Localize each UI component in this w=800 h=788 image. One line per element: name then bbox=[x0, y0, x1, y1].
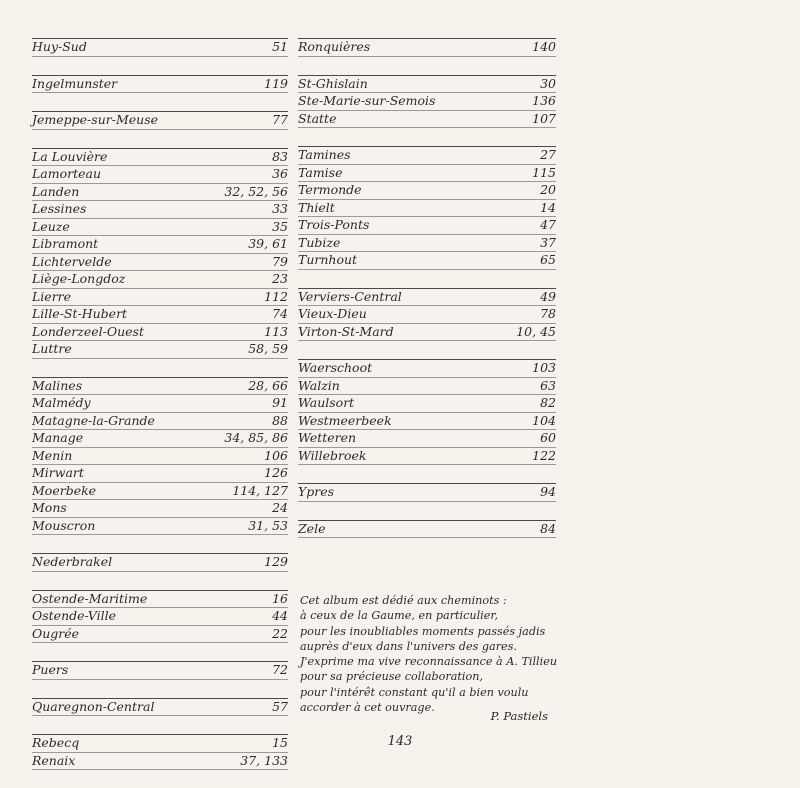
station-name: Londerzeel-Ouest bbox=[32, 323, 144, 339]
station-name: Lichtervelde bbox=[32, 253, 112, 269]
station-name: Wetteren bbox=[298, 430, 357, 445]
page-references: 35 bbox=[272, 218, 288, 234]
station-name: St-Ghislain bbox=[298, 75, 368, 91]
page-references: 83 bbox=[272, 148, 288, 164]
page-references: 39, 61 bbox=[248, 236, 288, 251]
station-name: Leuze bbox=[32, 218, 70, 234]
station-name: Turnhout bbox=[298, 252, 358, 267]
page-references: 44 bbox=[272, 608, 288, 623]
page-references: 122 bbox=[532, 447, 556, 463]
index-entry bbox=[298, 93, 556, 111]
station-name: Trois-Ponts bbox=[298, 217, 370, 232]
station-name: Rebecq bbox=[32, 735, 80, 750]
page-references: 24 bbox=[272, 500, 288, 515]
index-entry bbox=[298, 306, 556, 324]
index-entry bbox=[32, 483, 288, 501]
page-references: 20 bbox=[540, 182, 556, 197]
station-name: Walzin bbox=[298, 377, 340, 393]
index-letter-group bbox=[32, 590, 288, 644]
station-name: Tamines bbox=[298, 147, 351, 162]
index-letter-group bbox=[32, 111, 288, 130]
index-entry bbox=[298, 289, 556, 307]
index-entry bbox=[298, 360, 556, 378]
index-entry bbox=[32, 112, 288, 130]
page-references: 14 bbox=[540, 199, 556, 215]
page-references: 107 bbox=[532, 110, 556, 126]
index-letter-group bbox=[298, 288, 556, 342]
page-number: 143 bbox=[387, 734, 413, 749]
page-references: 77 bbox=[272, 112, 288, 127]
index-entry bbox=[298, 200, 556, 218]
index-letter-group bbox=[298, 146, 556, 270]
index-entry bbox=[32, 591, 288, 609]
index-entry bbox=[32, 662, 288, 680]
dedication-line: auprès d'eux dans l'univers des gares. bbox=[300, 639, 517, 653]
index-entry bbox=[298, 430, 556, 448]
dedication-line: Cet album est dédié aux cheminots : bbox=[300, 594, 507, 607]
page-references: 94 bbox=[540, 484, 556, 499]
page-references: 27 bbox=[540, 147, 556, 162]
page-references: 60 bbox=[540, 430, 556, 445]
index-entry bbox=[298, 252, 556, 270]
dedication-line: pour l'intérêt constant qu'il a bien voulu bbox=[300, 685, 529, 699]
index-entry bbox=[32, 201, 288, 219]
index-entry bbox=[32, 753, 288, 771]
page-references: 22 bbox=[272, 625, 288, 641]
dedication-line: J'exprime ma vive reconnaissance à A. Tillieu bbox=[300, 655, 558, 669]
page-references: 136 bbox=[532, 93, 556, 108]
page-references: 65 bbox=[540, 252, 556, 267]
station-name: Waerschoot bbox=[298, 360, 373, 375]
index-letter-group bbox=[32, 698, 288, 717]
station-name: Lille-St-Hubert bbox=[32, 306, 128, 321]
index-entry bbox=[298, 111, 556, 129]
station-name: Lessines bbox=[32, 201, 87, 216]
index-letter-group bbox=[32, 553, 288, 572]
index-entry bbox=[32, 306, 288, 324]
station-name: Puers bbox=[32, 662, 69, 677]
station-name: Tubize bbox=[298, 234, 341, 250]
station-name: La Louvière bbox=[32, 148, 108, 164]
station-name: Willebroek bbox=[298, 447, 367, 463]
index-entry bbox=[32, 626, 288, 644]
page-references: 79 bbox=[272, 253, 288, 269]
index-entry bbox=[32, 271, 288, 289]
index-entry bbox=[32, 378, 288, 396]
station-name: Ste-Marie-sur-Semois bbox=[298, 93, 436, 108]
index-entry bbox=[32, 413, 288, 431]
dedication-line: pour les inoubliables moments passés jadis bbox=[300, 624, 546, 638]
station-name: Mons bbox=[32, 500, 67, 515]
index-entry bbox=[32, 184, 288, 202]
page-references: 115 bbox=[532, 164, 556, 180]
index-entry bbox=[32, 395, 288, 413]
station-name: Huy-Sud bbox=[32, 39, 87, 54]
dedication-line: pour sa précieuse collaboration, bbox=[300, 670, 484, 684]
station-name: Westmeerbeek bbox=[298, 412, 392, 428]
page-references: 49 bbox=[540, 288, 556, 304]
index-entry bbox=[298, 76, 556, 94]
index-letter-group bbox=[32, 38, 288, 57]
index-entry bbox=[298, 378, 556, 396]
index-entry bbox=[298, 484, 556, 502]
page-references: 78 bbox=[540, 306, 556, 321]
station-name: Mirwart bbox=[32, 465, 84, 480]
station-name: Virton-St-Mard bbox=[298, 323, 394, 339]
index-entry bbox=[298, 395, 556, 413]
index-entry bbox=[32, 465, 288, 483]
station-name: Termonde bbox=[298, 182, 362, 197]
station-name: Ingelmunster bbox=[32, 75, 118, 91]
station-name: Menin bbox=[32, 447, 73, 463]
station-name: Moerbeke bbox=[32, 482, 97, 498]
index-entry bbox=[298, 217, 556, 235]
index-entry bbox=[32, 219, 288, 237]
index-entry bbox=[32, 166, 288, 184]
page-references: 23 bbox=[272, 271, 288, 286]
index-letter-group bbox=[298, 483, 556, 502]
station-name: Liège-Longdoz bbox=[32, 271, 126, 286]
station-name: Matagne-la-Grande bbox=[32, 412, 155, 428]
page-references: 31, 53 bbox=[248, 517, 288, 533]
page-references: 129 bbox=[264, 554, 288, 569]
page-references: 34, 85, 86 bbox=[224, 430, 288, 445]
index-entry bbox=[298, 182, 556, 200]
index-entry bbox=[32, 341, 288, 359]
station-name: Tamise bbox=[298, 164, 343, 180]
station-name: Vieux-Dieu bbox=[298, 306, 367, 321]
station-name: Thielt bbox=[298, 199, 335, 215]
index-entry bbox=[298, 39, 556, 57]
index-entry bbox=[298, 324, 556, 342]
index-entry bbox=[32, 608, 288, 626]
page-references: 74 bbox=[272, 306, 288, 321]
index-entry bbox=[32, 699, 288, 717]
station-name: Quaregnon-Central bbox=[32, 698, 155, 714]
station-name: Ougrée bbox=[32, 625, 80, 641]
index-entry bbox=[298, 235, 556, 253]
station-name: Waulsort bbox=[298, 395, 355, 410]
index-letter-group bbox=[32, 377, 288, 536]
dedication-line: à ceux de la Gaume, en particulier, bbox=[300, 609, 499, 623]
page-references: 58, 59 bbox=[248, 341, 288, 356]
index-entry bbox=[298, 448, 556, 466]
page-references: 37, 133 bbox=[240, 752, 288, 768]
page-references: 63 bbox=[540, 377, 556, 393]
page-references: 88 bbox=[272, 412, 288, 428]
index-letter-group bbox=[298, 38, 556, 57]
page-references: 57 bbox=[272, 698, 288, 714]
page-references: 82 bbox=[540, 395, 556, 410]
page-references: 47 bbox=[540, 217, 556, 232]
index-left-column bbox=[32, 38, 288, 788]
page-references: 36 bbox=[272, 166, 288, 181]
dedication-text bbox=[300, 593, 558, 715]
station-name: Jemeppe-sur-Meuse bbox=[32, 112, 159, 127]
station-name: Landen bbox=[32, 183, 80, 199]
station-name: Luttre bbox=[32, 341, 72, 356]
page-references: 114, 127 bbox=[232, 482, 288, 498]
page-references: 112 bbox=[264, 288, 288, 304]
index-entry bbox=[32, 554, 288, 572]
station-name: Malines bbox=[32, 377, 83, 393]
page-references: 113 bbox=[264, 323, 288, 339]
page-references: 30 bbox=[540, 75, 556, 91]
page-references: 32, 52, 56 bbox=[224, 183, 288, 199]
index-entry bbox=[298, 413, 556, 431]
station-name: Renaix bbox=[32, 752, 76, 768]
index-letter-group bbox=[32, 75, 288, 94]
index-letter-group bbox=[32, 661, 288, 680]
page-references: 15 bbox=[272, 735, 288, 750]
page-references: 104 bbox=[532, 412, 556, 428]
dedication-line: accorder à cet ouvrage. bbox=[300, 701, 435, 715]
page-references: 16 bbox=[272, 590, 288, 606]
index-entry bbox=[298, 147, 556, 165]
station-name: Mouscron bbox=[32, 517, 96, 533]
index-entry bbox=[32, 324, 288, 342]
station-name: Nederbrakel bbox=[32, 554, 113, 569]
page-references: 106 bbox=[264, 447, 288, 463]
station-name: Lamorteau bbox=[32, 166, 102, 181]
index-letter-group bbox=[298, 75, 556, 129]
index-entry bbox=[32, 500, 288, 518]
signature: P. Pastiels bbox=[490, 709, 548, 723]
page-references: 126 bbox=[264, 465, 288, 480]
index-letter-group bbox=[32, 148, 288, 359]
page-references: 33 bbox=[272, 201, 288, 216]
station-name: Ostende-Ville bbox=[32, 608, 117, 623]
index-entry bbox=[298, 165, 556, 183]
index-entry bbox=[32, 149, 288, 167]
index-letter-group bbox=[298, 359, 556, 465]
station-name: Malmédy bbox=[32, 395, 91, 410]
station-name: Lierre bbox=[32, 288, 72, 304]
station-name: Verviers-Central bbox=[298, 288, 402, 304]
station-name: Ypres bbox=[298, 484, 335, 499]
page-references: 84 bbox=[540, 520, 556, 536]
index-letter-group bbox=[298, 520, 556, 539]
station-name: Ostende-Maritime bbox=[32, 590, 148, 606]
index-entry bbox=[32, 76, 288, 94]
station-name: Libramont bbox=[32, 236, 99, 251]
station-name: Zele bbox=[298, 520, 326, 536]
station-name: Ronquières bbox=[298, 39, 371, 54]
page-references: 37 bbox=[540, 234, 556, 250]
page-references: 91 bbox=[272, 395, 288, 410]
index-entry bbox=[32, 254, 288, 272]
page-references: 119 bbox=[264, 75, 288, 91]
page-references: 103 bbox=[532, 360, 556, 375]
page-references: 51 bbox=[272, 39, 288, 54]
index-entry bbox=[298, 521, 556, 539]
page-references: 28, 66 bbox=[248, 377, 288, 393]
page-references: 72 bbox=[272, 662, 288, 677]
index-entry bbox=[32, 448, 288, 466]
page-references: 140 bbox=[532, 39, 556, 54]
index-entry bbox=[32, 518, 288, 536]
index-entry bbox=[32, 236, 288, 254]
index-entry bbox=[32, 39, 288, 57]
station-name: Statte bbox=[298, 110, 337, 126]
page-references: 10, 45 bbox=[516, 323, 556, 339]
index-entry bbox=[32, 430, 288, 448]
index-right-column bbox=[298, 38, 556, 556]
index-entry bbox=[32, 289, 288, 307]
station-name: Manage bbox=[32, 430, 84, 445]
